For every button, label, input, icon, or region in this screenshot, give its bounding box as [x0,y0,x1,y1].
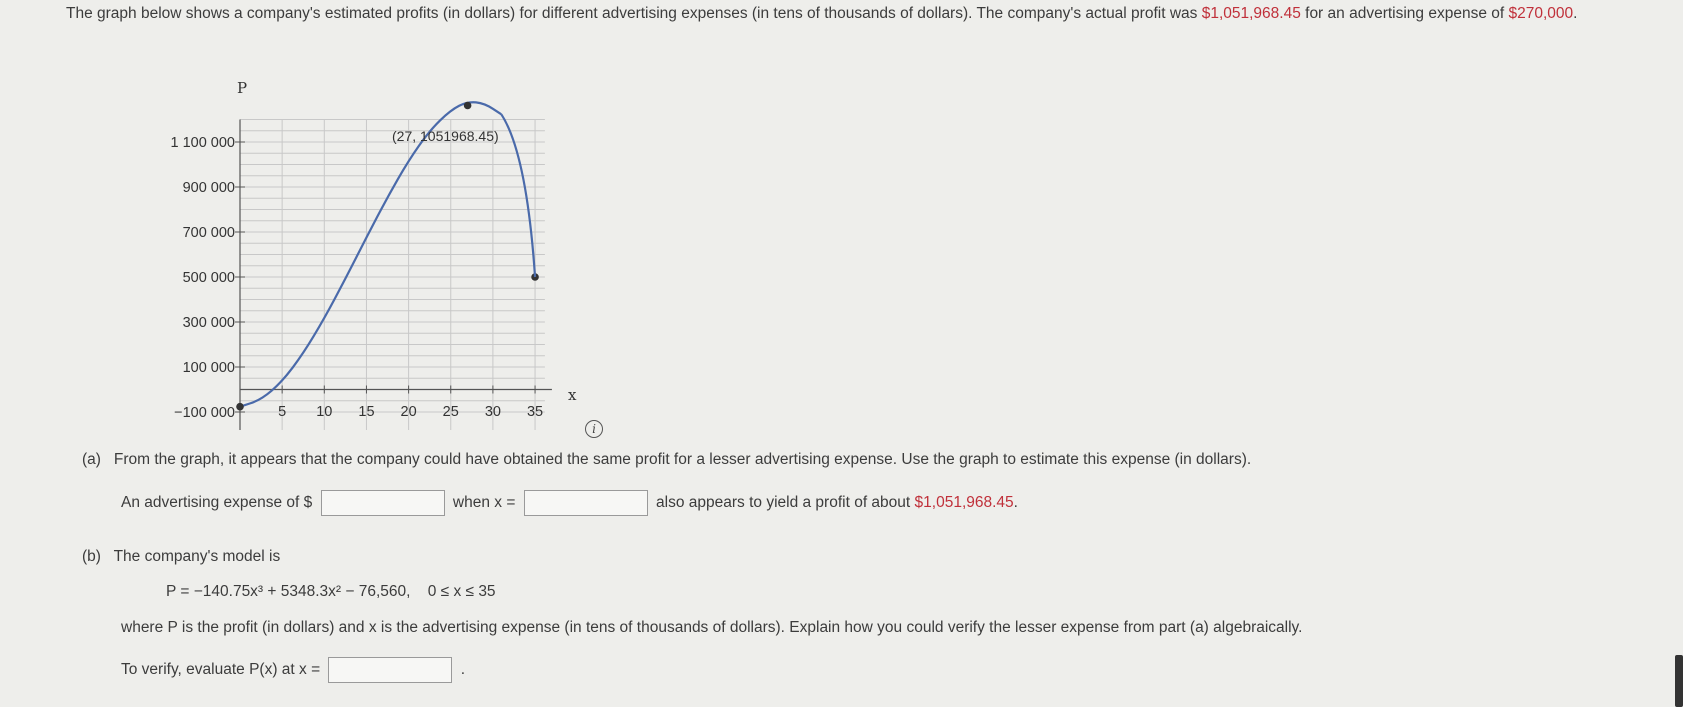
y-tick-label: 100 000 [182,360,235,376]
y-tick-label: 300 000 [182,315,235,331]
x-tick-label: 15 [358,404,375,420]
info-icon[interactable]: i [585,420,603,438]
data-point [464,102,472,110]
x-tick-label: 25 [442,404,459,420]
x-value-answer-input[interactable] [524,490,648,516]
intro-expense: $270,000 [1508,5,1574,22]
y-tick-label: 500 000 [182,270,235,286]
verify-prefix: To verify, evaluate P(x) at x = [121,661,321,679]
part-a-label: (a) [82,451,101,468]
equation-text: P = −140.75x³ + 5348.3x² − 76,560, [166,583,411,600]
verify-row [121,657,465,683]
part-b-intro-text: The company's model is [113,548,281,565]
part-a-profit: $1,051,968.45 [914,494,1014,512]
y-tick-label: −100 000 [174,405,235,421]
model-equation [166,583,496,601]
intro-text-end: . [1573,5,1578,22]
part-a-end: . [1013,494,1018,512]
y-tick-label: 900 000 [182,180,235,196]
chart-points [236,102,539,411]
chart-grid [240,120,545,431]
x-tick-label: 10 [316,404,333,420]
max-point-annotation: (27, 1051968.45) [392,128,499,144]
part-a-question [82,451,1251,469]
part-b-explanation: where P is the profit (in dollars) and x is the advertising expense (in tens of thousands of dollars). Explain how you could verify the lesser expense from part (a) algebraically. [121,619,1303,636]
part-a-mid: when x = [452,494,516,512]
profit-curve-tail [501,114,535,277]
part-a-answer-row [121,490,1018,516]
verify-end: . [460,661,466,679]
x-tick-label: 5 [278,404,287,420]
part-a-suffix: also appears to yield a profit of about [656,494,915,512]
verify-x-input[interactable] [328,657,452,683]
x-tick-label: 35 [526,404,544,420]
x-tick-label: 20 [400,404,417,420]
data-point [236,403,244,411]
x-tick-label: 30 [484,404,501,420]
equation-domain: 0 ≤ x ≤ 35 [427,583,496,600]
y-tick-label: 1 100 000 [170,135,235,151]
scrollbar-thumb[interactable] [1675,655,1683,707]
intro-profit: $1,051,968.45 [1201,5,1301,22]
part-a-prefix: An advertising expense of $ [121,494,313,512]
intro-text-middle: for an advertising expense of [1300,5,1509,22]
intro-text-before: The graph below shows a company's estimated profits (in dollars) for different advertising expenses (in tens of thousands of dollars). The company's actual profit was [66,5,1202,22]
y-axis-label: P [237,79,248,97]
expense-answer-input[interactable] [321,490,445,516]
profit-graph [0,0,620,440]
y-tick-label: 700 000 [182,225,235,241]
x-axis-label: x [568,386,577,404]
part-a-question-text: From the graph, it appears that the company could have obtained the same profit for a lesser advertising expense. Use the graph to estimate this expense (in dollars). [113,451,1252,468]
part-b-label: (b) [82,548,101,565]
part-b-intro [82,548,280,566]
